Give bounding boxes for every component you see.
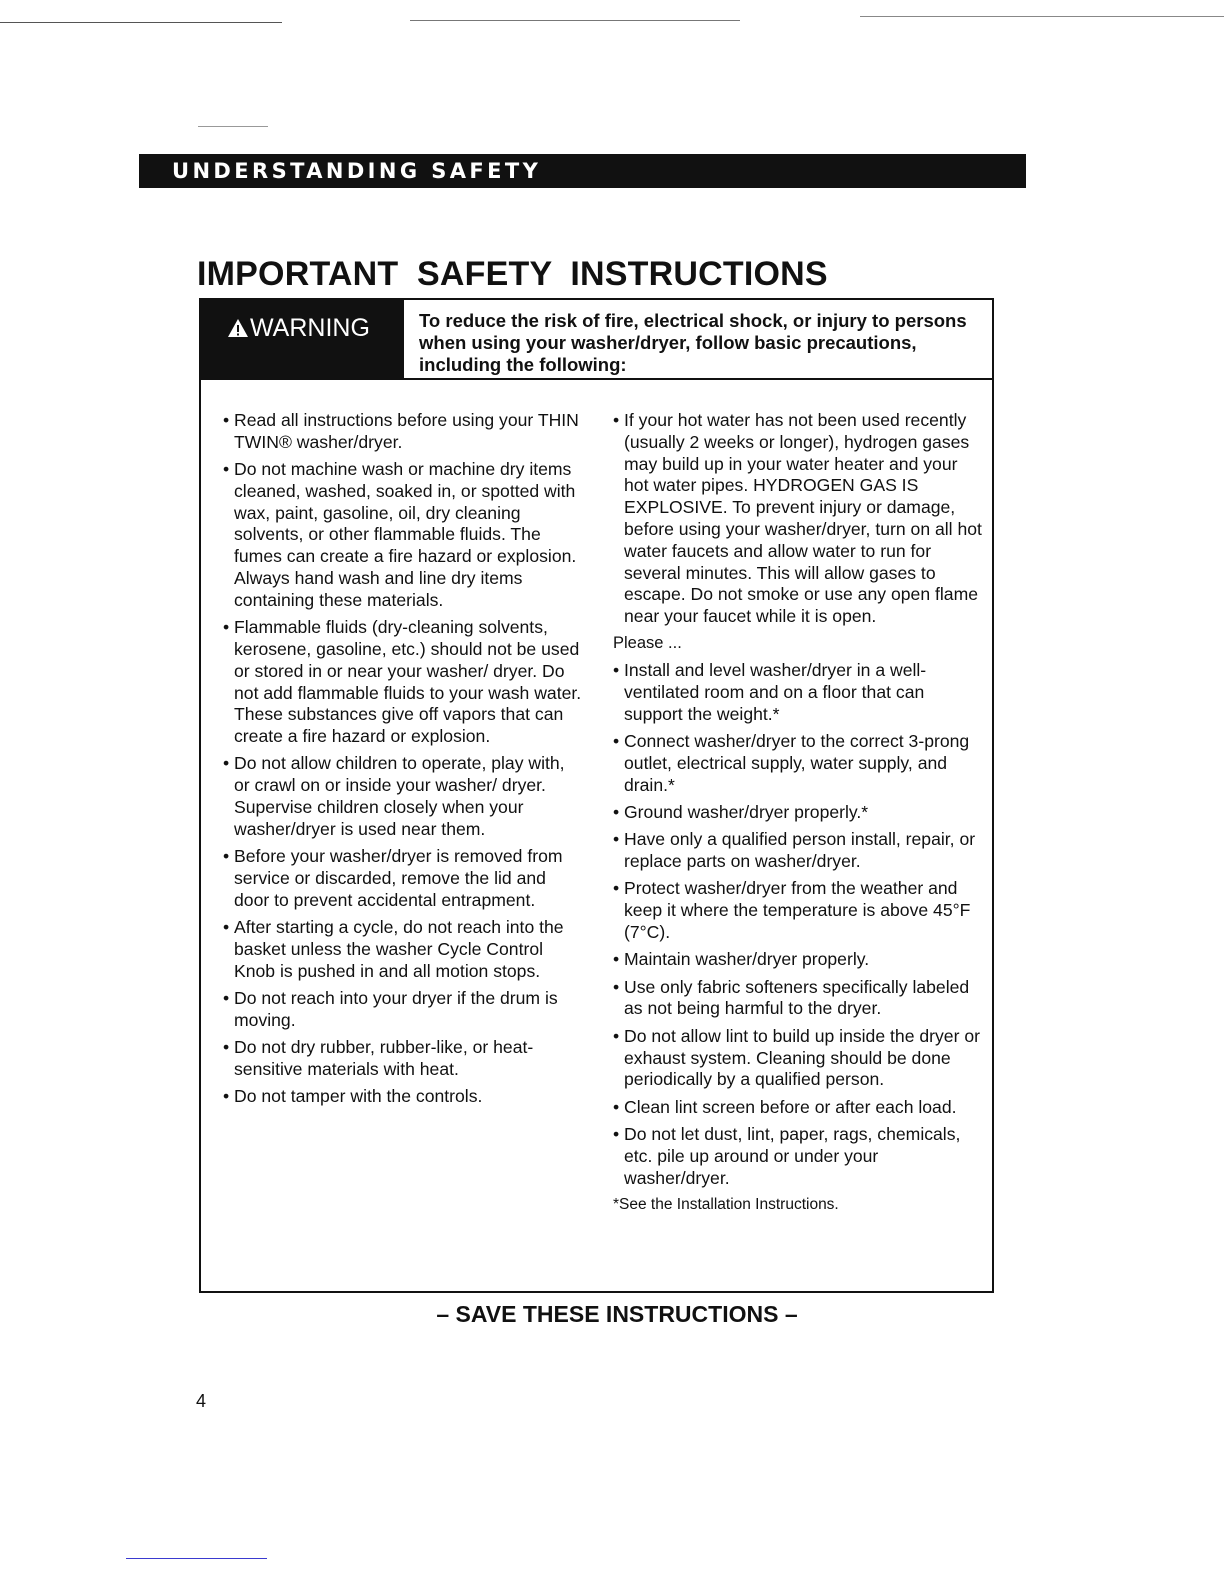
page-title: IMPORTANT SAFETY INSTRUCTIONS — [197, 255, 828, 293]
bullet-icon: • — [613, 660, 620, 681]
bullet-icon: • — [223, 987, 230, 1008]
safety-instruction-item-text: After starting a cycle, do not reach into the basket unless the washer Cycle Control Knob is pushed in and all motion stops. — [234, 917, 564, 981]
bullet-icon: • — [613, 1096, 620, 1117]
scan-artifact-top-left — [0, 22, 282, 23]
save-instructions-banner: – SAVE THESE INSTRUCTIONS – — [436, 1301, 798, 1327]
safety-instruction-item-text: If your hot water has not been used recently (usually 2 weeks or longer), hydrogen gases may build up in your water heater and your hot water pipes. HYDROGEN GAS IS EXPLOSIVE. To prevent injury or damage, before using your washer/dryer, turn on all hot water faucets and allow water to run for several minutes. This will allow gases to escape. Do not smoke or use any open flame near your faucet while it is open. — [624, 410, 982, 627]
bullet-icon: • — [223, 459, 230, 480]
safety-instruction-item-text: Do not dry rubber, rubber-like, or heat-sensitive materials with heat. — [234, 1037, 534, 1079]
safety-instruction-item — [613, 410, 983, 628]
please-instruction-item — [613, 1124, 983, 1189]
bullet-icon: • — [613, 976, 620, 997]
bullet-icon: • — [223, 1086, 230, 1107]
warning-statement: To reduce the risk of fire, electrical shock, or injury to persons when using your washer/dryer, follow basic precautions, including the following: — [419, 310, 967, 375]
bullet-icon: • — [613, 949, 620, 970]
safety-instruction-item — [223, 917, 583, 982]
bullet-icon: • — [613, 410, 620, 430]
please-instruction-item — [613, 660, 983, 725]
bullet-icon: • — [223, 410, 230, 430]
please-instruction-item — [613, 731, 983, 796]
please-instruction-item — [613, 949, 983, 971]
warning-triangle-icon — [227, 318, 249, 338]
bullet-icon: • — [223, 617, 230, 638]
bullet-icon: • — [223, 1037, 230, 1058]
please-instruction-item-text: Ground washer/dryer properly.* — [624, 802, 869, 823]
please-instruction-item-text: Do not allow lint to build up inside the dryer or exhaust system. Cleaning should be done periodically by a qualified person. — [624, 1025, 980, 1090]
scan-artifact-top-mid — [410, 20, 740, 21]
bullet-icon: • — [613, 731, 620, 752]
bullet-icon: • — [223, 846, 230, 867]
section-header: UNDERSTANDING SAFETY — [139, 154, 1026, 188]
warning-divider — [404, 378, 992, 380]
warning-label-text: WARNING — [250, 314, 370, 342]
safety-instruction-item — [223, 753, 583, 840]
safety-instruction-item — [223, 1086, 583, 1108]
safety-instruction-item-text: Before your washer/dryer is removed from service or discarded, remove the lid and door to prevent accidental entrapment. — [234, 846, 563, 910]
bullet-icon: • — [613, 802, 620, 823]
bullet-icon: • — [613, 829, 620, 850]
bullet-icon: • — [613, 878, 620, 899]
please-label: Please ... — [613, 634, 682, 653]
bullet-icon: • — [223, 917, 230, 938]
please-instruction-item-text: Install and level washer/dryer in a well-ventilated room and on a floor that can support the weight.* — [624, 660, 927, 724]
please-instruction-item-text: Clean lint screen before or after each load. — [624, 1096, 957, 1117]
left-instructions-column — [223, 410, 583, 1113]
please-instruction-item-text: Do not let dust, lint, paper, rags, chemicals, etc. pile up around or under your washer/dryer. — [624, 1123, 961, 1188]
safety-instruction-item-text: Read all instructions before using your THIN TWIN® washer/dryer. — [234, 410, 579, 452]
right-instructions-column — [613, 410, 983, 1215]
bullet-icon: • — [223, 753, 230, 774]
please-instruction-item-text: Have only a qualified person install, repair, or replace parts on washer/dryer. — [624, 829, 976, 872]
please-list — [613, 660, 983, 1189]
please-instruction-item — [613, 829, 983, 873]
safety-instruction-item — [223, 988, 583, 1032]
please-instruction-item — [613, 802, 983, 824]
safety-instruction-item — [223, 410, 583, 454]
please-instruction-item-text: Maintain washer/dryer properly. — [624, 949, 870, 970]
safety-instruction-item-text: Flammable fluids (dry-cleaning solvents, kerosene, gasoline, etc.) should not be used or stored in or near your washer/ dryer. Do not add flammable fluids to your wash water. These substances give off vapors that can create a fire hazard or explosion. — [234, 617, 582, 747]
safety-instruction-item-text: Do not reach into your dryer if the drum is moving. — [234, 987, 558, 1030]
safety-instructions-box — [199, 298, 994, 1293]
please-instruction-item-text: Protect washer/dryer from the weather and keep it where the temperature is above 45°F (7°C). — [624, 878, 971, 943]
please-instruction-item — [613, 878, 983, 943]
please-instruction-item-text: Connect washer/dryer to the correct 3-prong outlet, electrical supply, water supply, and drain.* — [624, 731, 970, 795]
please-instruction-item — [613, 977, 983, 1021]
scan-artifact-small — [198, 126, 268, 127]
please-instruction-item-text: Use only fabric softeners specifically labeled as not being harmful to the dryer. — [624, 976, 970, 1019]
footnote: *See the Installation Instructions. — [613, 1195, 839, 1213]
scan-artifact-top-right — [860, 16, 1224, 17]
safety-instruction-item — [223, 617, 583, 748]
safety-instruction-item-text: Do not machine wash or machine dry items cleaned, washed, soaked in, or spotted with wax, paint, gasoline, oil, dry cleaning solvents, or other flammable fluids. The fumes can create a fire hazard or explosion. Always hand wash and line dry items containing these materials. — [234, 459, 577, 610]
safety-instruction-item — [223, 1037, 583, 1081]
bullet-icon: • — [613, 1025, 620, 1046]
please-instruction-item — [613, 1026, 983, 1091]
bottom-scan-rule — [126, 1558, 267, 1559]
warning-label — [201, 300, 404, 380]
safety-instruction-item — [223, 459, 583, 612]
safety-instruction-item-text: Do not allow children to operate, play with, or crawl on or inside your washer/ dryer. Supervise children closely when your washer/dryer is used near them. — [234, 753, 565, 839]
please-instruction-item — [613, 1097, 983, 1119]
safety-instruction-item-text: Do not tamper with the controls. — [234, 1086, 483, 1107]
bullet-icon: • — [613, 1123, 620, 1144]
page-number: 4 — [196, 1391, 207, 1411]
safety-instruction-item — [223, 846, 583, 911]
hydrogen-warning-list — [613, 410, 983, 628]
